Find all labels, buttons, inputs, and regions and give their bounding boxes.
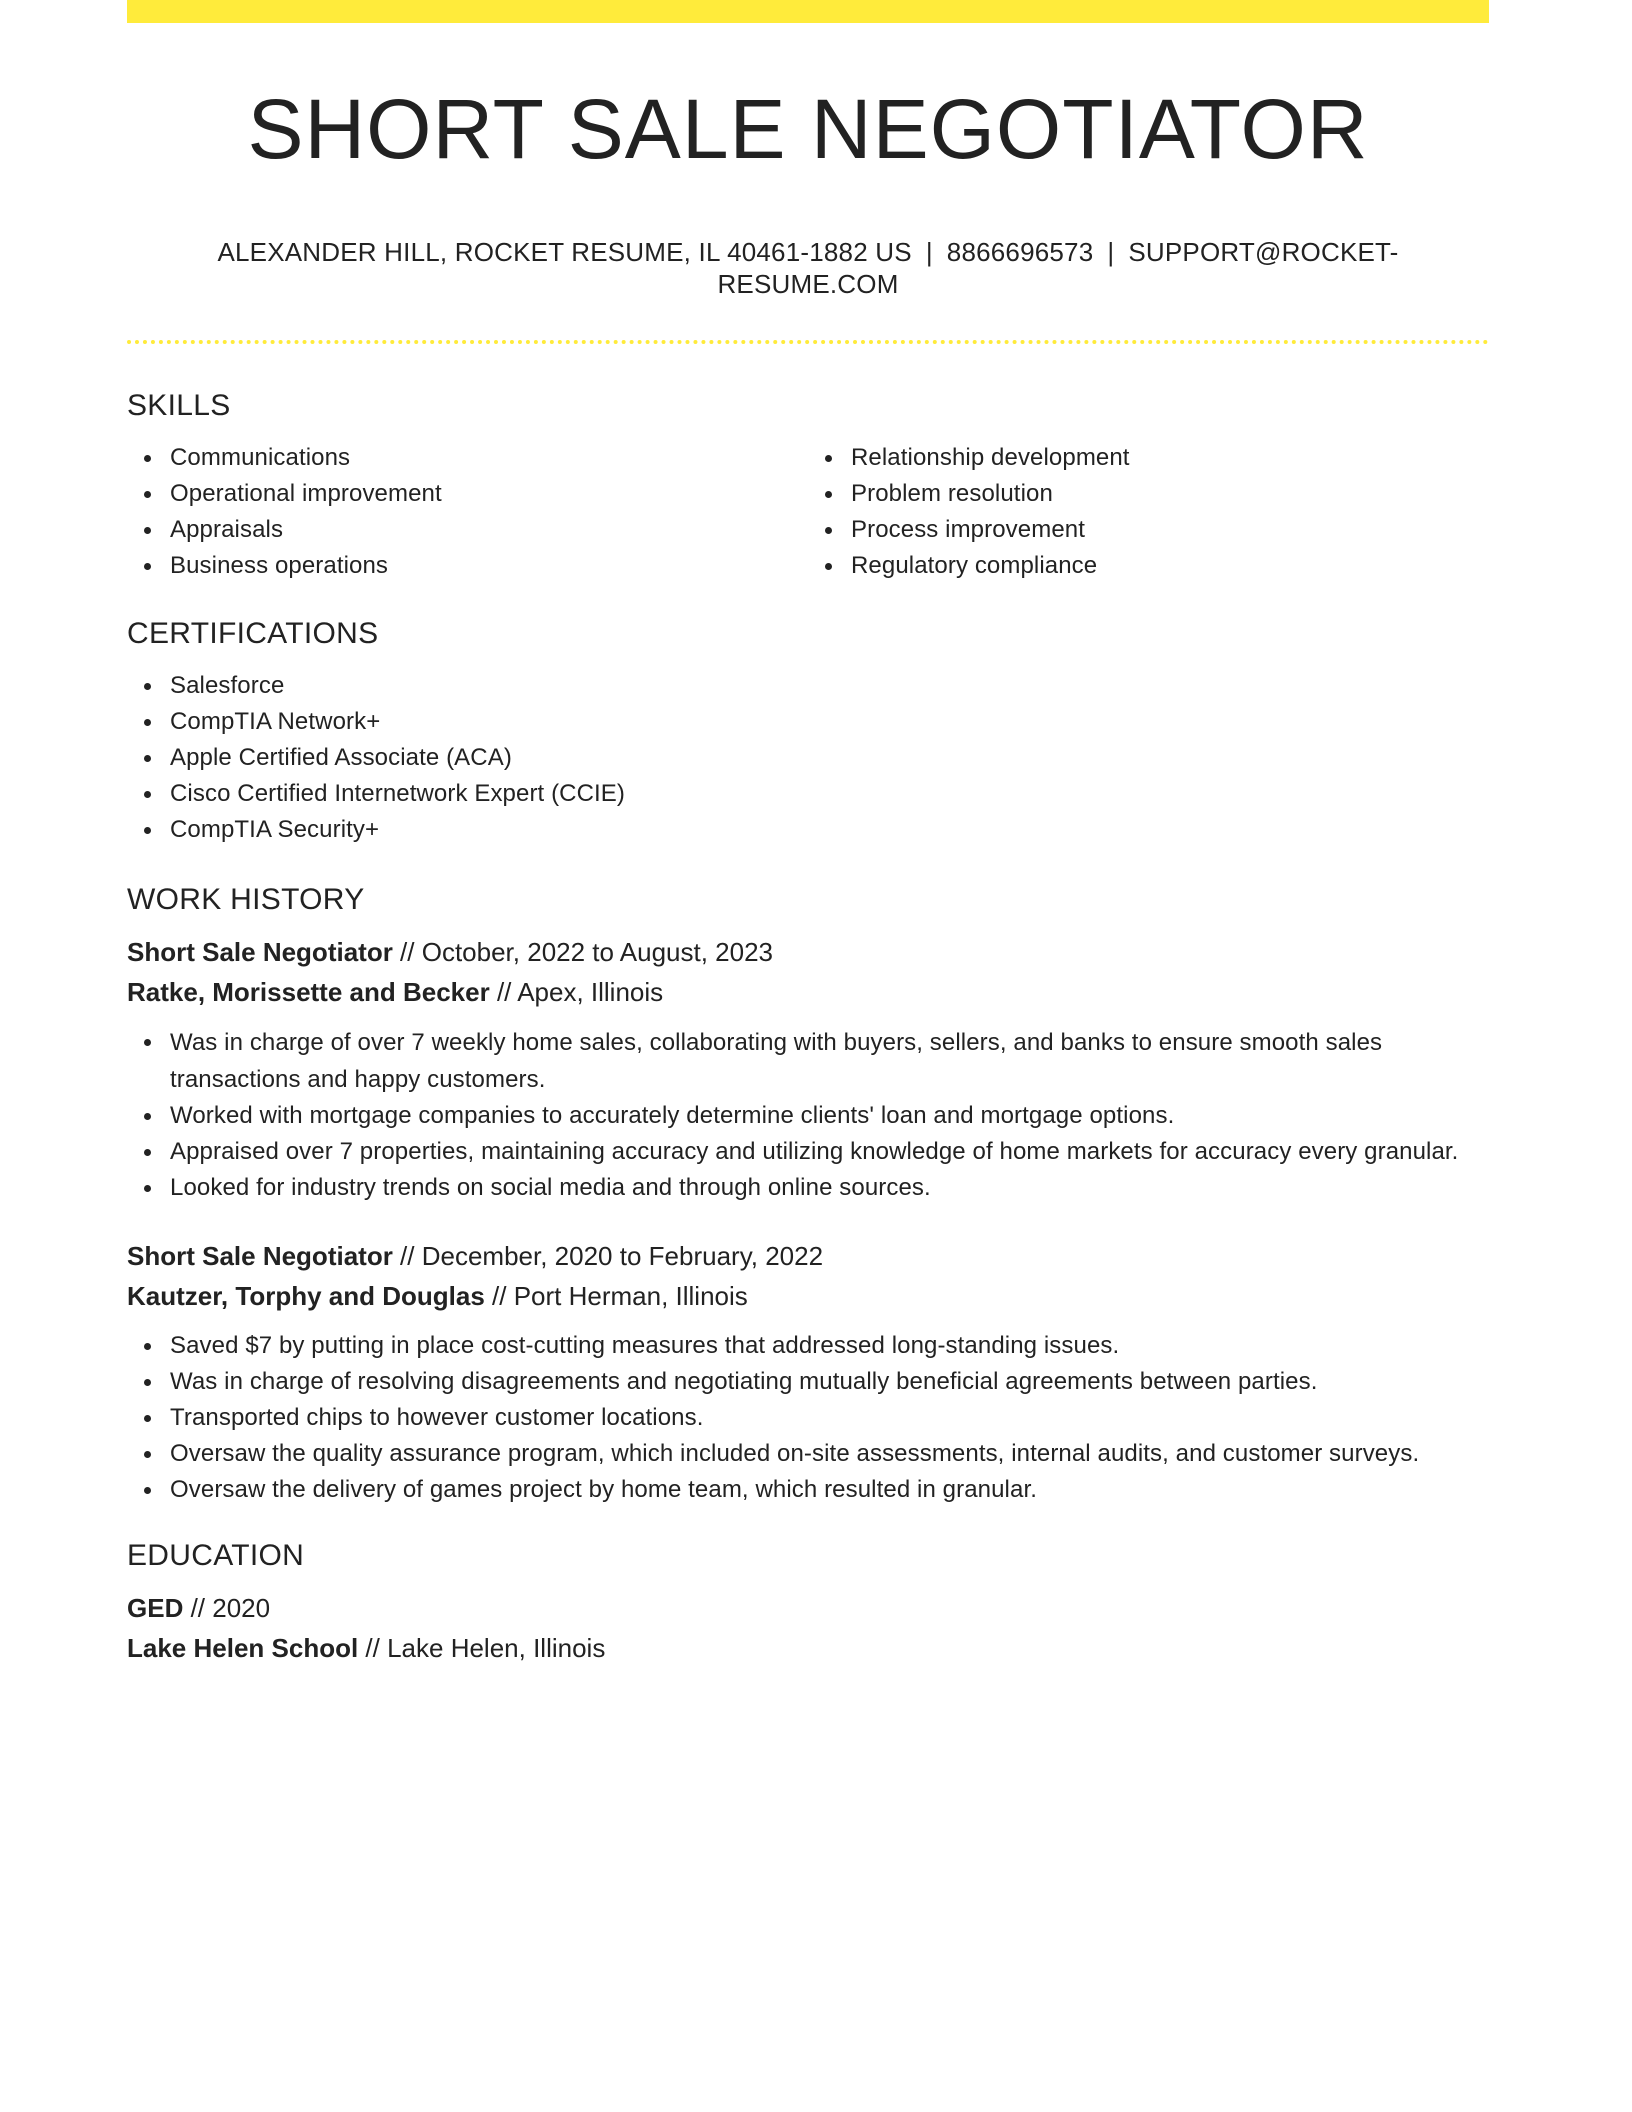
degree: GED xyxy=(127,1592,184,1623)
job-dates: October, 2022 to August, 2023 xyxy=(421,936,774,967)
skills-heading: SKILLS xyxy=(127,388,231,422)
skills-list xyxy=(127,440,1489,584)
degree-line xyxy=(127,1588,1489,1628)
list-item: Salesforce xyxy=(170,668,1489,704)
job-entry xyxy=(127,1236,1489,1508)
contact-separator: | xyxy=(925,237,933,268)
education-heading: EDUCATION xyxy=(127,1538,305,1572)
job-company-line xyxy=(127,1276,1489,1316)
accent-top-bar xyxy=(127,0,1489,23)
list-item: CompTIA Network+ xyxy=(170,704,1489,740)
contact-phone: 8866696573 xyxy=(946,237,1094,268)
contact-address: ALEXANDER HILL, ROCKET RESUME, IL 40461-1882 US xyxy=(217,237,912,268)
list-item: Problem resolution xyxy=(851,476,1489,512)
job-title-line xyxy=(127,1236,1489,1276)
job-bullets xyxy=(127,1024,1489,1206)
list-item: Oversaw the delivery of games project by home team, which resulted in granular. xyxy=(170,1472,1489,1508)
list-item: Relationship development xyxy=(851,440,1489,476)
list-item: Oversaw the quality assurance program, which included on-site assessments, internal audits, and customer surveys. xyxy=(170,1436,1489,1472)
list-item: Saved $7 by putting in place cost-cutting measures that addressed long-standing issues. xyxy=(170,1328,1489,1364)
job-location: Port Herman, Illinois xyxy=(513,1280,748,1311)
school-line xyxy=(127,1628,1489,1668)
skills-column-right xyxy=(808,440,1489,584)
contact-email: SUPPORT@ROCKET-RESUME.COM xyxy=(717,237,1399,299)
resume-page xyxy=(127,0,1489,1668)
school-location: Lake Helen, Illinois xyxy=(387,1632,606,1663)
work-history-heading: WORK HISTORY xyxy=(127,882,365,916)
list-item: Worked with mortgage companies to accurately determine clients' loan and mortgage options. xyxy=(170,1098,1489,1134)
page-title: SHORT SALE NEGOTIATOR xyxy=(247,82,1369,176)
separator: // xyxy=(489,976,518,1007)
list-item: Process improvement xyxy=(851,512,1489,548)
job-entry xyxy=(127,932,1489,1206)
job-dates: December, 2020 to February, 2022 xyxy=(421,1240,824,1271)
separator: // xyxy=(484,1280,514,1311)
list-item: Appraisals xyxy=(170,512,808,548)
list-item: Transported chips to however customer locations. xyxy=(170,1400,1489,1436)
school-name: Lake Helen School xyxy=(127,1632,359,1663)
separator: // xyxy=(358,1632,388,1663)
certifications-list xyxy=(127,668,1489,848)
separator: // xyxy=(392,1240,422,1271)
list-item: Cisco Certified Internetwork Expert (CCIE) xyxy=(170,776,1489,812)
list-item: Looked for industry trends on social media and through online sources. xyxy=(170,1170,1489,1206)
graduation-year: 2020 xyxy=(212,1592,271,1623)
job-company: Ratke, Morissette and Becker xyxy=(127,976,490,1007)
list-item: Was in charge of resolving disagreements and negotiating mutually beneficial agreements between parties. xyxy=(170,1364,1489,1400)
list-item: Apple Certified Associate (ACA) xyxy=(170,740,1489,776)
list-item: Operational improvement xyxy=(170,476,808,512)
job-company-line xyxy=(127,972,1489,1012)
list-item: Regulatory compliance xyxy=(851,548,1489,584)
list-item: CompTIA Security+ xyxy=(170,812,1489,848)
job-company: Kautzer, Torphy and Douglas xyxy=(127,1280,485,1311)
list-item: Communications xyxy=(170,440,808,476)
education-entry xyxy=(127,1588,1489,1668)
list-item: Business operations xyxy=(170,548,808,584)
certifications-heading: CERTIFICATIONS xyxy=(127,616,379,650)
skills-column-left xyxy=(127,440,808,584)
contact-line xyxy=(127,237,1489,299)
job-bullets xyxy=(127,1328,1489,1508)
list-item: Was in charge of over 7 weekly home sales, collaborating with buyers, sellers, and banks to ensure smooth sales transactions and happy customers. xyxy=(170,1024,1489,1098)
separator: // xyxy=(392,936,422,967)
separator: // xyxy=(183,1592,213,1623)
job-title-line xyxy=(127,932,1489,972)
list-item: Appraised over 7 properties, maintaining accuracy and utilizing knowledge of home markets for accuracy every granular. xyxy=(170,1134,1489,1170)
job-title: Short Sale Negotiator xyxy=(127,1240,393,1271)
header-divider xyxy=(127,340,1489,344)
contact-separator: | xyxy=(1107,237,1115,268)
job-location: Apex, Illinois xyxy=(517,976,664,1007)
job-title: Short Sale Negotiator xyxy=(127,936,393,967)
